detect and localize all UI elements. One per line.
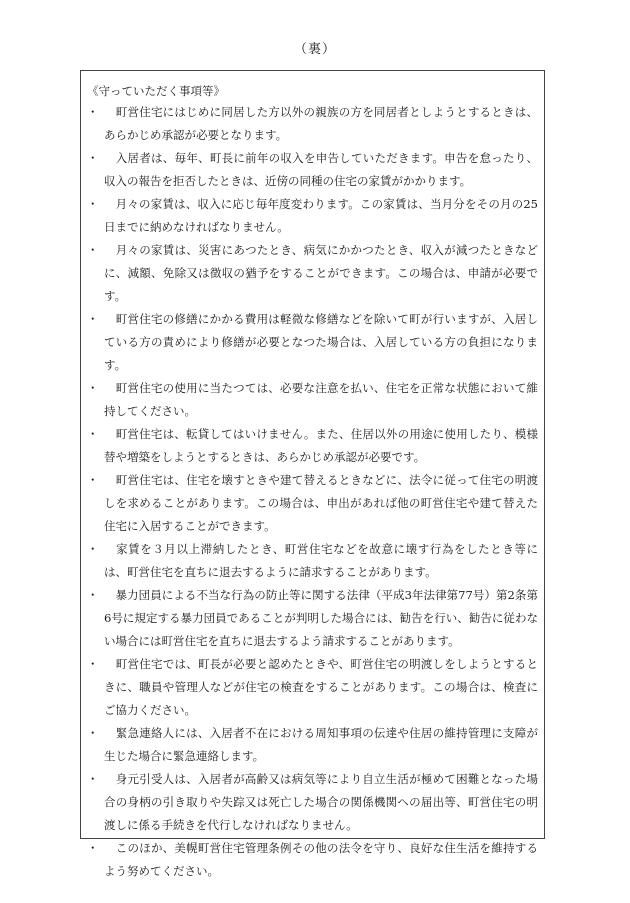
bullet-mark: ・ <box>87 312 99 326</box>
list-item <box>87 308 538 377</box>
bullet-mark: ・ <box>87 381 99 395</box>
rule-text: 緊急連絡人には、入居者不在における周知事項の伝達や住居の維持管理に支障が生じた場合に緊急連絡します。 <box>104 726 538 763</box>
bullet-mark: ・ <box>87 772 99 786</box>
list-item <box>87 377 538 423</box>
rule-text: 身元引受人は、入居者が高齢又は病気等により自立生活が極めて困難となった場合の身柄の引き取りや失踪又は死亡した場合の関係機関への届出等、町営住宅の明渡しに係る手続きを代行しなければなりません。 <box>104 772 538 832</box>
rules-title: 《守っていただく事項等》 <box>87 84 225 98</box>
list-item <box>87 768 538 837</box>
list-item <box>87 469 538 538</box>
list-item <box>87 584 538 653</box>
list-item <box>87 147 538 193</box>
rule-text: 入居者は、毎年、町長に前年の収入を申告していただきます。申告を怠ったり、収入の報告を拒否したときは、近傍の同種の住宅の家賃がかかります。 <box>104 151 538 188</box>
bullet-mark: ・ <box>87 542 99 556</box>
bullet-mark: ・ <box>87 657 99 671</box>
rule-text: 町営住宅では、町長が必要と認めたときや、町営住宅の明渡しをしようとするときに、職員や管理人などが住宅の検査をすることがあります。この場合は、検査にご協力ください。 <box>104 657 538 717</box>
rule-text: 町営住宅の修繕にかかる費用は軽微な修繕などを除いて町が行いますが、入居している方の責めにより修繕が必要となつた場合は、入居している方の負担になります。 <box>104 312 538 372</box>
bullet-mark: ・ <box>87 427 99 441</box>
list-item <box>87 423 538 469</box>
rule-text: 暴力団員による不当な行為の防止等に関する法律（平成3年法律第77号）第2条第6号に規定する暴力団員であることが判明した場合には、勧告を行い、勧告に従わない場合には町営住宅を直ちに退去するよう請求することがあります。 <box>104 588 538 648</box>
bullet-mark: ・ <box>87 841 99 855</box>
rule-text: このほか、美幌町営住宅管理条例その他の法令を守り、良好な住生活を維持するよう努めてください。 <box>104 841 538 878</box>
page-side-label: （裏） <box>293 42 336 57</box>
list-item <box>87 538 538 584</box>
list-item <box>87 722 538 768</box>
list-item <box>87 239 538 308</box>
list-item <box>87 837 538 883</box>
rule-text: 月々の家賃は、災害にあつたとき、病気にかかつたとき、収入が減つたときなどに、減額、免除又は徴収の猶予をすることができます。この場合は、申請が必要です。 <box>104 243 538 303</box>
rule-text: 家賃を３月以上滞納したとき、町営住宅などを故意に壊す行為をしたとき等には、町営住宅を直ちに退去するように請求することがあります。 <box>104 542 538 579</box>
bullet-mark: ・ <box>87 105 99 119</box>
rule-text: 町営住宅の使用に当たつては、必要な注意を払い、住宅を正常な状態において維持してください。 <box>104 381 538 418</box>
bullet-mark: ・ <box>87 473 99 487</box>
bullet-mark: ・ <box>87 197 99 211</box>
list-item <box>87 653 538 722</box>
bullet-mark: ・ <box>87 726 99 740</box>
rules-box <box>80 70 545 878</box>
rule-text: 町営住宅は、転貸してはいけません。また、住居以外の用途に使用したり、模様替や増築をしようとするときは、あらかじめ承認が必要です。 <box>104 427 538 464</box>
list-item <box>87 193 538 239</box>
rules-list <box>87 101 538 883</box>
rule-text: 月々の家賃は、収入に応じ毎年度変わります。この家賃は、当月分をその月の25日までに納めなければなりません。 <box>104 197 538 234</box>
bullet-mark: ・ <box>87 588 99 602</box>
bullet-mark: ・ <box>87 243 99 257</box>
rule-text: 町営住宅は、住宅を壊すときや建て替えるときなどに、法令に従って住宅の明渡しを求めることがあります。この場合は、申出があれば他の町営住宅や建て替えた住宅に入居することができます。 <box>104 473 538 533</box>
bullet-mark: ・ <box>87 151 99 165</box>
list-item <box>87 101 538 147</box>
rule-text: 町営住宅にはじめに同居した方以外の親族の方を同居者としようとするときは、あらかじめ承認が必要となります。 <box>104 105 538 142</box>
